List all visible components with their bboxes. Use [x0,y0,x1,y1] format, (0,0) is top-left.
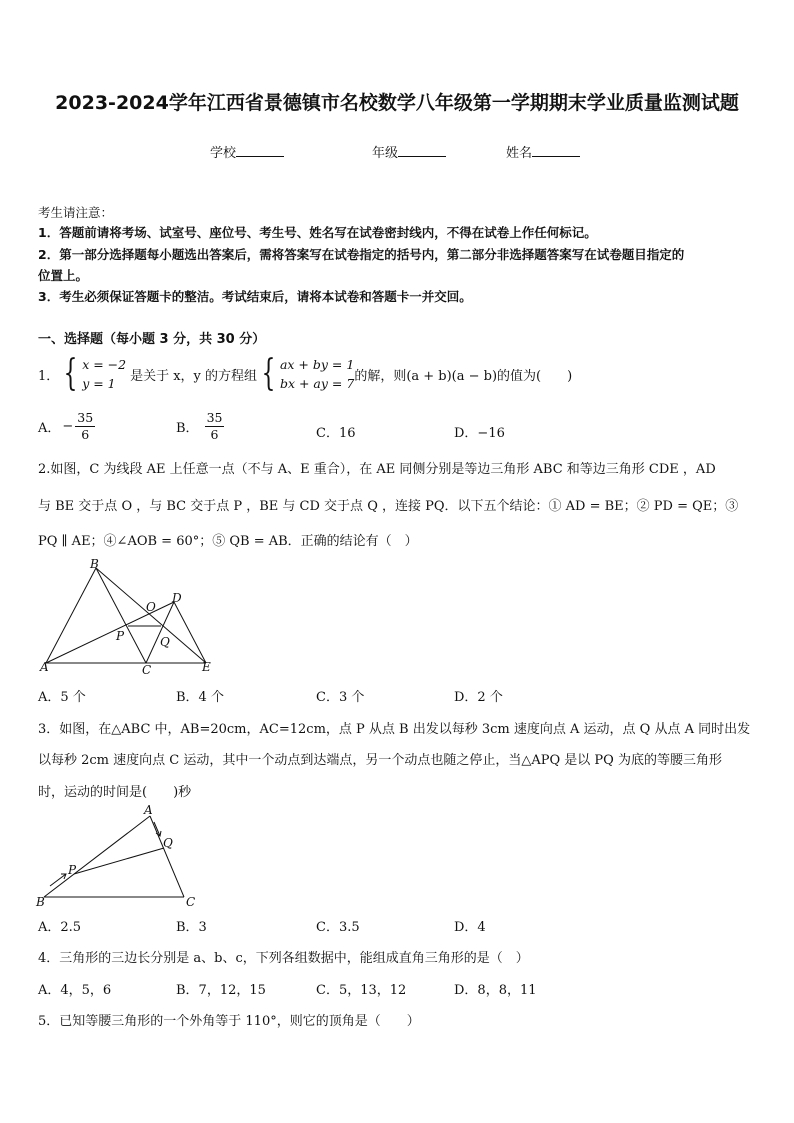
q2-line-2: 与 BE 交于点 O ，与 BC 交于点 P ，BE 与 CD 交于点 Q ，连接 PQ．以下五个结论：① AD = BE；② PD = QE；③ [38,499,739,514]
school-label: 学校 [210,146,237,161]
q3-arrow-p [50,874,66,886]
q2-figure [36,556,226,678]
q2-line-3: PQ ∥ AE；④∠AOB = 60°；⑤ QB = AB．正确的结论有（ ） [38,534,418,549]
q3-line-1: 3．如图，在△ABC 中，AB=20cm，AC=12cm，点 P 从点 B 出发以每秒 3cm 速度向点 A 运动，点 Q 从点 A 同时出发 [38,722,751,737]
q2-segment-be [96,568,206,663]
q4-option-a[interactable]: A．4，5，6 [38,983,112,998]
q3-line-3: 时，运动的时间是( )秒 [38,785,192,800]
q3-option-a[interactable]: A．2.5 [38,920,82,935]
q1-system-1 [82,355,126,393]
q2-line-1: 2.如图，C 为线段 AE 上任意一点（不与 A、E 重合），在 AE 同侧分别是等边三角形 ABC 和等边三角形 CDE ，AD [38,462,716,477]
q2-label-o: O [146,600,156,614]
question-1 [38,355,572,393]
q1-brace-1: { [63,353,78,394]
q1-option-b[interactable] [176,410,224,443]
q2-label-b: B [90,557,99,571]
q1-option-b-label: B． [176,421,199,436]
q1-a-numerator: 35 [77,410,94,425]
q3-label-q: Q [163,836,173,850]
q1-b-denominator: 6 [210,427,219,442]
q3-figure [32,802,202,910]
q2-label-e: E [202,660,211,674]
q2-segment-ab [46,568,96,663]
q1-option-c[interactable]: C．16 [316,426,356,441]
q1-tail-text: 的解，则(a + b)(a − b)的值为( ) [354,368,573,384]
q1-number: 1． [38,368,60,384]
q2-option-a[interactable]: A．5 个 [38,690,86,705]
q2-label-c: C [142,663,152,677]
q3-option-d[interactable]: D．4 [454,920,486,935]
notice-item-1: 1．答题前请将考场、试室号、座位号、考生号、姓名写在试卷密封线内，不得在试卷上作任何标记。 [38,225,597,240]
notice-item-2-cont: 位置上。 [38,268,89,283]
q2-label-q: Q [160,635,170,649]
q3-option-b[interactable]: B．3 [176,920,207,935]
grade-label: 年级 [372,146,399,161]
page-title: 2023-2024学年江西省景德镇市名校数学八年级第一学期期末学业质量监测试题 [55,92,739,114]
q2-label-a: A [40,660,49,674]
q4-line-1: 4．三角形的三边长分别是 a、b、c，下列各组数据中，能组成直角三角形的是（ ） [38,951,529,966]
q1-option-a-label: A． [38,421,61,436]
q2-segment-bc [96,568,146,663]
notice-heading: 考生请注意： [38,205,114,220]
q3-label-b: B [36,895,45,909]
q3-label-c: C [186,895,196,909]
q1-option-a[interactable] [38,410,95,443]
q3-segment-pq [74,848,164,874]
q1-option-a-sign: − [62,419,74,434]
q1-a-denominator: 6 [81,427,90,442]
q3-label-a: A [144,803,153,817]
q1-option-d[interactable]: D．−16 [454,426,505,441]
q1-option-b-fraction [205,410,225,443]
q1-brace-2: { [261,353,276,394]
school-field[interactable] [210,142,284,161]
q2-label-p: P [116,629,125,643]
q4-option-d[interactable]: D．8，8，11 [454,983,537,998]
q4-option-c[interactable]: C．5，13，12 [316,983,407,998]
grade-field[interactable] [372,142,446,161]
name-label: 姓名 [506,146,533,161]
q2-segment-de [174,602,206,663]
q1-system-2 [280,355,354,393]
q5-line-1: 5．已知等腰三角形的一个外角等于 110°，则它的顶角是（ ） [38,1014,420,1029]
section-heading: 一、选择题（每小题 3 分，共 30 分） [38,332,266,347]
q2-option-b[interactable]: B．4 个 [176,690,224,705]
q1-sys1-eq1: x = −2 [82,357,127,372]
q1-sys1-eq2: y = 1 [82,376,116,391]
q1-mid-text: 是关于 x，y 的方程组 [130,368,258,384]
q4-option-b[interactable]: B．7，12，15 [176,983,266,998]
name-field[interactable] [506,142,580,161]
q3-line-2: 以每秒 2cm 速度向点 C 运动，其中一个动点到达端点，另一个动点也随之停止，当△APQ 是以 PQ 为底的等腰三角形 [38,753,722,768]
q3-label-p: P [68,863,77,877]
q1-option-a-fraction [75,410,95,443]
q2-option-d[interactable]: D．2 个 [454,690,503,705]
q1-b-numerator: 35 [206,410,223,425]
q1-sys2-eq2: bx + ay = 7 [279,376,355,391]
q2-option-c[interactable]: C．3 个 [316,690,365,705]
notice-item-2: 2．第一部分选择题每小题选出答案后，需将答案写在试卷指定的括号内，第二部分非选择题答案写在试卷题目指定的 [38,247,685,262]
q3-segment-ac [150,816,184,897]
notice-item-3: 3．考生必须保证答题卡的整洁。考试结束后，请将本试卷和答题卡一并交回。 [38,289,472,304]
q2-label-d: D [172,591,182,605]
q3-option-c[interactable]: C．3.5 [316,920,360,935]
q1-sys2-eq1: ax + by = 1 [279,357,355,372]
